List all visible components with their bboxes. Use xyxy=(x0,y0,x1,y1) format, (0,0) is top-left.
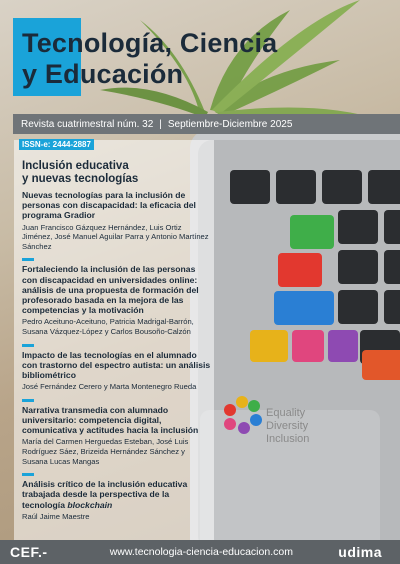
udima-logo: udima xyxy=(338,544,382,560)
keyboard-text-equality: Equality xyxy=(266,407,306,419)
article-divider xyxy=(22,258,34,261)
article-title: Fortaleciendo la inclusión de las personas con discapacidad en universidades online: análisis de una propuesta de formación del profesorado basada en la mejora de las competencias y la motivación xyxy=(22,264,199,316)
article-authors: Pedro Aceituno-Aceituno, Patricia Madrigal-Barrón, Susana Vázquez-López y Carlos Bousoño-Calzón xyxy=(22,317,194,336)
section-title-line2: y nuevas tecnologías xyxy=(22,173,139,185)
journal-title-line1: Tecnología, Ciencia xyxy=(22,28,278,58)
laptop-image xyxy=(190,70,400,540)
footer-bar xyxy=(0,540,400,564)
article-divider xyxy=(22,344,34,347)
article-title-prefix: Análisis crítico de la inclusión educativa trabajada desde la perspectiva de la tecnología xyxy=(22,479,188,510)
article-title-emphasis: blockchain xyxy=(67,499,113,510)
keyboard-text-diversity: Diversity xyxy=(266,420,309,432)
issue-band xyxy=(13,114,400,134)
article-title xyxy=(22,479,212,510)
article-item xyxy=(22,399,212,466)
article-divider xyxy=(22,399,34,402)
issue-number: Revista cuatrimestral núm. 32 xyxy=(21,118,154,130)
issn-badge: ISSN-e: 2444-2887 xyxy=(19,139,94,150)
article-item xyxy=(22,190,212,251)
article-authors: José Fernández Cerero y Marta Montenegro Rueda xyxy=(22,382,197,392)
article-title: Narrativa transmedia con alumnado universitario: competencia digital, comunicativa y actitudes hacia la inclusión xyxy=(22,404,199,436)
journal-title xyxy=(22,28,352,90)
keyboard-text-inclusion: Inclusion xyxy=(266,433,310,445)
article-authors: Raúl Jaime Maestre xyxy=(22,511,90,521)
cef-logo: CEF.- xyxy=(10,544,48,560)
article-list xyxy=(22,190,212,528)
issue-date: Septiembre-Diciembre 2025 xyxy=(167,118,293,130)
article-item xyxy=(22,258,212,336)
article-title: Impacto de las tecnologías en el alumnado con trastorno del espectro autista: un análisis bibliométrico xyxy=(22,349,211,380)
website-link[interactable]: www.tecnologia-ciencia-educacion.com xyxy=(109,546,293,558)
article-item xyxy=(22,344,212,392)
band-separator: | xyxy=(159,118,162,130)
article-divider xyxy=(22,473,34,476)
section-title-line1: Inclusión educativa xyxy=(22,160,129,172)
article-title: Nuevas tecnologías para la inclusión de personas con discapacidad: la eficacia del programa Gradior xyxy=(22,190,196,221)
article-authors: Juan Francisco Gázquez Hernández, Luis Ortiz Jiménez, José Manuel Aguilar Parra y Antonio Martínez Sánchez xyxy=(22,222,209,251)
journal-title-line2: y Educación xyxy=(22,59,184,89)
article-item xyxy=(22,473,212,521)
section-title xyxy=(22,160,202,186)
article-authors: María del Carmen Herguedas Esteban, José Luis Rodríguez Sáez, Brizeida Hernández Sánchez y Susana Lucas Mangas xyxy=(22,437,189,466)
